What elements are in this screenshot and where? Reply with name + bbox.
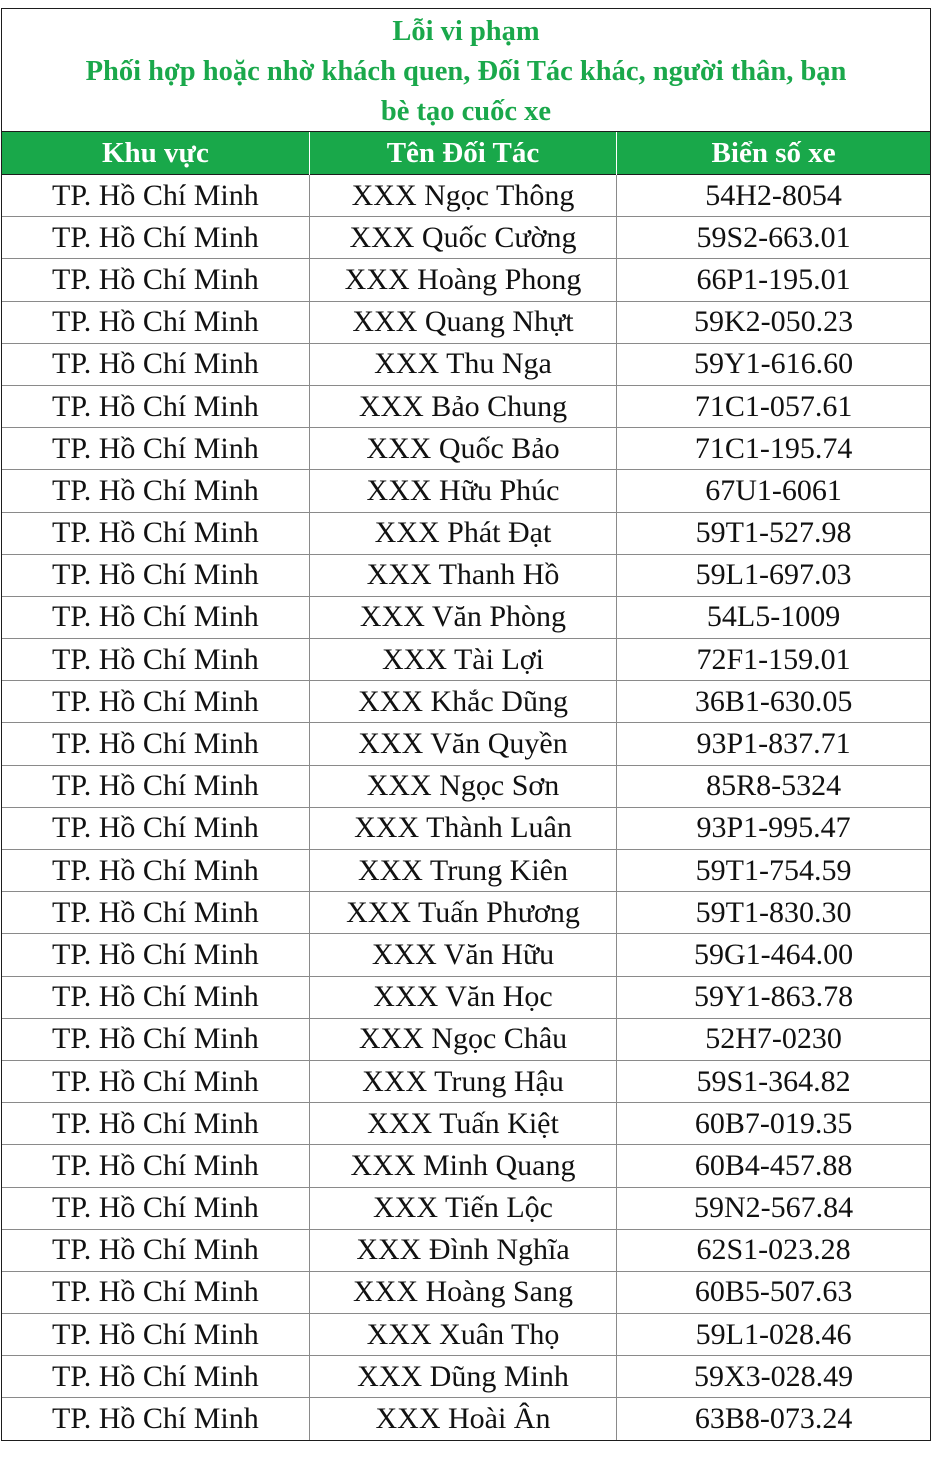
column-header-partner: Tên Đối Tác (309, 132, 616, 175)
area-cell: TP. Hồ Chí Minh (2, 639, 309, 681)
area-cell: TP. Hồ Chí Minh (2, 1103, 309, 1145)
column-header-area: Khu vực (2, 132, 309, 175)
area-cell: TP. Hồ Chí Minh (2, 976, 309, 1018)
partner-name-cell: XXX Quốc Bảo (309, 428, 616, 470)
partner-name-cell: XXX Tài Lợi (309, 639, 616, 681)
partner-name-cell: XXX Khắc Dũng (309, 681, 616, 723)
area-cell: TP. Hồ Chí Minh (2, 428, 309, 470)
plate-number-cell: 52H7-0230 (617, 1018, 930, 1060)
partner-name-cell: XXX Minh Quang (309, 1145, 616, 1187)
table-row (2, 259, 930, 301)
area-cell: TP. Hồ Chí Minh (2, 1314, 309, 1356)
area-cell: TP. Hồ Chí Minh (2, 259, 309, 301)
area-cell: TP. Hồ Chí Minh (2, 175, 309, 217)
area-cell: TP. Hồ Chí Minh (2, 470, 309, 512)
table-row (2, 1145, 930, 1187)
partner-name-cell: XXX Quang Nhựt (309, 301, 616, 343)
partner-name-cell: XXX Quốc Cường (309, 217, 616, 259)
partner-name-cell: XXX Thanh Hồ (309, 554, 616, 596)
table-row (2, 1229, 930, 1271)
partner-name-cell: XXX Văn Phòng (309, 596, 616, 638)
area-cell: TP. Hồ Chí Minh (2, 850, 309, 892)
plate-number-cell: 59T1-830.30 (617, 892, 930, 934)
plate-number-cell: 63B8-073.24 (617, 1398, 930, 1440)
partner-name-cell: XXX Hữu Phúc (309, 470, 616, 512)
table-row (2, 1060, 930, 1102)
partner-name-cell: XXX Đình Nghĩa (309, 1229, 616, 1271)
area-cell: TP. Hồ Chí Minh (2, 1018, 309, 1060)
table-row (2, 596, 930, 638)
table-row (2, 1271, 930, 1313)
plate-number-cell: 59T1-754.59 (617, 850, 930, 892)
table-row (2, 512, 930, 554)
table-row (2, 934, 930, 976)
plate-number-cell: 59S2-663.01 (617, 217, 930, 259)
title-line-3: bè tạo cuốc xe (380, 96, 552, 127)
area-cell: TP. Hồ Chí Minh (2, 596, 309, 638)
area-cell: TP. Hồ Chí Minh (2, 1356, 309, 1398)
plate-number-cell: 85R8-5324 (617, 765, 930, 807)
area-cell: TP. Hồ Chí Minh (2, 1271, 309, 1313)
area-cell: TP. Hồ Chí Minh (2, 1398, 309, 1440)
partner-name-cell: XXX Hoàng Sang (309, 1271, 616, 1313)
area-cell: TP. Hồ Chí Minh (2, 807, 309, 849)
partner-name-cell: XXX Tiến Lộc (309, 1187, 616, 1229)
partner-name-cell: XXX Tuấn Kiệt (309, 1103, 616, 1145)
table-row (2, 1398, 930, 1440)
partner-name-cell: XXX Ngọc Thông (309, 175, 616, 217)
plate-number-cell: 71C1-195.74 (617, 428, 930, 470)
plate-number-cell: 60B5-507.63 (617, 1271, 930, 1313)
plate-number-cell: 36B1-630.05 (617, 681, 930, 723)
table-row (2, 639, 930, 681)
plate-number-cell: 59G1-464.00 (617, 934, 930, 976)
column-header-plate: Biển số xe (617, 132, 930, 175)
plate-number-cell: 93P1-837.71 (617, 723, 930, 765)
partner-name-cell: XXX Trung Kiên (309, 850, 616, 892)
plate-number-cell: 59Y1-616.60 (617, 343, 930, 385)
violation-table (2, 132, 930, 1440)
table-row (2, 723, 930, 765)
area-cell: TP. Hồ Chí Minh (2, 343, 309, 385)
table-row (2, 217, 930, 259)
table-row (2, 1187, 930, 1229)
area-cell: TP. Hồ Chí Minh (2, 765, 309, 807)
plate-number-cell: 59Y1-863.78 (617, 976, 930, 1018)
table-row (2, 807, 930, 849)
plate-number-cell: 93P1-995.47 (617, 807, 930, 849)
table-row (2, 1018, 930, 1060)
title-line-2: Phối hợp hoặc nhờ khách quen, Đối Tác khác, người thân, bạn (85, 56, 847, 87)
plate-number-cell: 67U1-6061 (617, 470, 930, 512)
partner-name-cell: XXX Hoài Ân (309, 1398, 616, 1440)
header-row (2, 132, 930, 175)
partner-name-cell: XXX Dũng Minh (309, 1356, 616, 1398)
area-cell: TP. Hồ Chí Minh (2, 723, 309, 765)
partner-name-cell: XXX Thành Luân (309, 807, 616, 849)
table-row (2, 850, 930, 892)
partner-name-cell: XXX Phát Đạt (309, 512, 616, 554)
plate-number-cell: 66P1-195.01 (617, 259, 930, 301)
partner-name-cell: XXX Tuấn Phương (309, 892, 616, 934)
table-row (2, 301, 930, 343)
area-cell: TP. Hồ Chí Minh (2, 1229, 309, 1271)
plate-number-cell: 59N2-567.84 (617, 1187, 930, 1229)
plate-number-cell: 60B4-457.88 (617, 1145, 930, 1187)
plate-number-cell: 54H2-8054 (617, 175, 930, 217)
partner-name-cell: XXX Hoàng Phong (309, 259, 616, 301)
table-row (2, 1356, 930, 1398)
area-cell: TP. Hồ Chí Minh (2, 1145, 309, 1187)
plate-number-cell: 59K2-050.23 (617, 301, 930, 343)
plate-number-cell: 59T1-527.98 (617, 512, 930, 554)
area-cell: TP. Hồ Chí Minh (2, 512, 309, 554)
area-cell: TP. Hồ Chí Minh (2, 217, 309, 259)
partner-name-cell: XXX Văn Học (309, 976, 616, 1018)
area-cell: TP. Hồ Chí Minh (2, 892, 309, 934)
plate-number-cell: 60B7-019.35 (617, 1103, 930, 1145)
plate-number-cell: 54L5-1009 (617, 596, 930, 638)
plate-number-cell: 59L1-028.46 (617, 1314, 930, 1356)
partner-name-cell: XXX Thu Nga (309, 343, 616, 385)
area-cell: TP. Hồ Chí Minh (2, 934, 309, 976)
partner-name-cell: XXX Văn Hữu (309, 934, 616, 976)
plate-number-cell: 62S1-023.28 (617, 1229, 930, 1271)
table-row (2, 428, 930, 470)
partner-name-cell: XXX Trung Hậu (309, 1060, 616, 1102)
area-cell: TP. Hồ Chí Minh (2, 1187, 309, 1229)
table-row (2, 1314, 930, 1356)
table-row (2, 976, 930, 1018)
table-row (2, 765, 930, 807)
table-row (2, 892, 930, 934)
plate-number-cell: 59X3-028.49 (617, 1356, 930, 1398)
area-cell: TP. Hồ Chí Minh (2, 681, 309, 723)
plate-number-cell: 72F1-159.01 (617, 639, 930, 681)
partner-name-cell: XXX Bảo Chung (309, 385, 616, 427)
area-cell: TP. Hồ Chí Minh (2, 385, 309, 427)
table-row (2, 1103, 930, 1145)
table-row (2, 343, 930, 385)
partner-name-cell: XXX Xuân Thọ (309, 1314, 616, 1356)
partner-name-cell: XXX Văn Quyền (309, 723, 616, 765)
partner-name-cell: XXX Ngọc Châu (309, 1018, 616, 1060)
plate-number-cell: 59S1-364.82 (617, 1060, 930, 1102)
table-row (2, 554, 930, 596)
area-cell: TP. Hồ Chí Minh (2, 554, 309, 596)
table-row (2, 470, 930, 512)
table-title (2, 9, 930, 132)
table-row (2, 681, 930, 723)
table-row (2, 385, 930, 427)
area-cell: TP. Hồ Chí Minh (2, 301, 309, 343)
violation-table-sheet (1, 8, 931, 1441)
title-line-1: Lỗi vi phạm (392, 16, 540, 47)
area-cell: TP. Hồ Chí Minh (2, 1060, 309, 1102)
partner-name-cell: XXX Ngọc Sơn (309, 765, 616, 807)
plate-number-cell: 59L1-697.03 (617, 554, 930, 596)
table-row (2, 175, 930, 217)
plate-number-cell: 71C1-057.61 (617, 385, 930, 427)
table-body (2, 175, 930, 1440)
